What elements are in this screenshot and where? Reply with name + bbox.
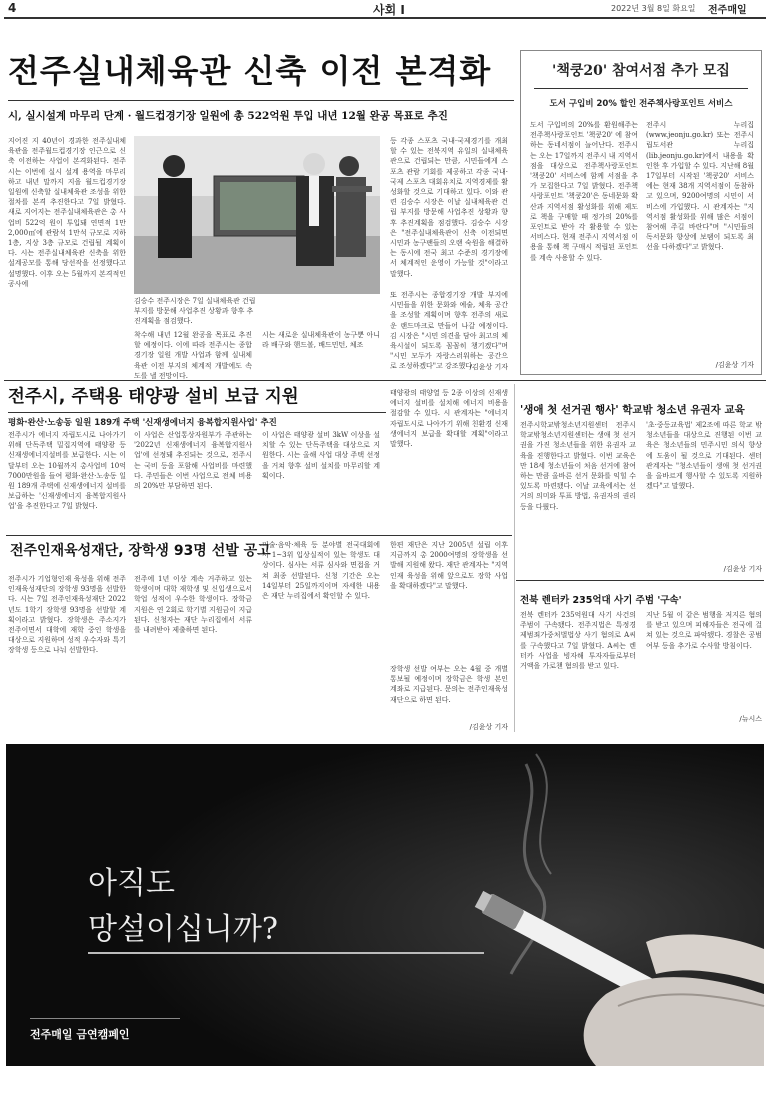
lead-byline: /김윤상 기자 bbox=[469, 363, 508, 371]
lead-rule bbox=[8, 100, 514, 101]
book-point-column-1: 도서 구입비의 20%를 환원해주는 전주책사랑포인트 '책쿵20' 에 참여하는 동네서점이 늘어난다. 전주시는 오는 17일까지 전주시 내 지역서점을 대상으로 전주책사랑포인트 '책쿵20' 서비스에 함께 서점을 추가 모집한다고 7일 밝혔다. 전주책사랑포인트 '책쿵20'은 동네문화 확산과 지역서점 활성화를 위해 제도로 책을 구매할 때 정가의 20%를 포인트로 받아 각 활용할 수 있는 서비스다. 현재 전주시 지역서점 이용을 통해 책 구매시 적립된 포인트를 계속 사용할 수 있다. bbox=[530, 121, 638, 262]
scholarship-column-4: 한편 재단은 지난 2005년 설립 이후 지금까지 총 2000여명의 장학생을 선발해 지원해 왔다. 재단 관계자는 "지역 인재 육성을 위해 앞으로도 장학 사업을 확대하겠다"고 말했다. bbox=[390, 541, 508, 590]
column-divider bbox=[514, 384, 515, 732]
solar-column-4: 태양광의 태양열 등 2종 이상의 신재생에너지 설비를 설치해 에너지 비용을 절감할 수 있다. 시 관계자는 "에너지 자립도시로 나아가기 위해 친환경 신재생에너지 보급을 확대할 계획"이라고 말했다. bbox=[390, 389, 508, 449]
lead-subheadline: 시, 실시설계 마무리 단계 · 월드컵경기장 일원에 총 522억원 투입 내년 12월 완공 목표로 추진 bbox=[8, 110, 448, 122]
solar-column-3: 이 사업은 태양광 설비 3kW 이상을 설치할 수 있는 단독주택을 대상으로 지원한다. 시는 올해 사업 대상 주택 선정을 거쳐 향후 설비 설치를 마무리할 계획이다. bbox=[262, 431, 380, 480]
lead-column-1: 지어진 지 40년이 경과한 전주실내체육관을 전주월드컵경기장 인근으로 신축 이전하는 사업이 본격화된다. 전주시는 이번에 실시 설계 용역을 마무리하고 내년 말까지 지을 월드컵경기장 일원에 신축할 실내체육관 조성을 위한 절차를 본격 추진한다고 7일 밝혔다. 새로 지어지는 전주실내체육관은 총 사업비 522억 원이 투입돼 연면적 1만2,000㎡에 관람석 1만석 규모로 지하 1층, 지상 3층 규모로 건립될 계획이다. 시는 전주실내체육관 신축을 위한 설계공모를 통해 당선작을 선정했다고 설명했다. 이후 오는 5월까지 본격적인 공사에 bbox=[8, 137, 126, 288]
lead-photo bbox=[134, 136, 380, 294]
lead-photo-caption: 김승수 전주시장은 7일 실내체육관 건립 부지를 방문해 사업추진 상황과 향후 추진계획을 점검했다. bbox=[134, 297, 256, 325]
lead-column-5: 또 전주시는 종합경기장 개발 부지에 시민들을 위한 문화와 예술, 체육 공간을 조성할 계획이며 향후 전주의 새로운 랜드마크로 만들어 나갈 예정이다. 김 시장은 "시민 의견을 담아 최고의 체육시설이 되도록 꼼꼼히 챙기겠다"며 "시민 모두가 자랑스러워하는 공간으로 조성하겠다"고 강조했다. bbox=[390, 291, 508, 371]
rental-rule bbox=[516, 580, 764, 581]
section-divider-1 bbox=[4, 380, 766, 381]
page-header bbox=[6, 0, 764, 16]
book-point-byline: /김윤상 기자 bbox=[715, 361, 754, 369]
issue-date: 2022년 3월 8일 화요일 bbox=[611, 4, 696, 13]
ad-headline-line-1: 아직도 bbox=[88, 866, 175, 901]
lead-column-3: 시는 새로운 실내체육관이 농구뿐 아니라 배구와 핸드볼, 배드민턴, 체조 bbox=[262, 331, 380, 350]
solar-column-1: 전주시가 에너지 자립도시로 나아가기 위해 단독주택 밀집지역에 태양광 등 신재생에너지설비를 보급한다. 시는 이달부터 오는 10월까지 총사업비 10억7000만원을 들여 평화·완산·노송동 일원 189개 주택에 신재생에너지 설비를 보급하는 '신재생에너지 융복합지원사업'을 추진한다고 7일 밝혔다. bbox=[8, 431, 126, 511]
scholarship-column-5: 장학생 선발 여부는 오는 4월 중 개별 통보될 예정이며 장학금은 학생 본인 계좌로 지급된다. 문의는 전주인재육성재단으로 하면 된다. bbox=[390, 665, 508, 704]
page-number: 4 bbox=[8, 1, 17, 15]
rental-headline: 전북 렌터카 235억대 사기 주범 '구속' bbox=[520, 595, 682, 606]
scholarship-column-2: 전주에 1년 이상 계속 거주하고 있는 학생이며 대학 재학생 및 신입생으로서 학업 성적이 우수한 학생이다. 장학금 지원은 연 2회로 학기별 지원금이 지급된다. 신청자는 재단 누리집에서 서류를 내려받아 제출하면 된다. bbox=[134, 575, 252, 635]
ad-headline-line-2: 망설이십니까? bbox=[88, 912, 278, 947]
publication-name: 전주매일 bbox=[708, 5, 747, 16]
solar-rule bbox=[8, 412, 386, 413]
scholarship-column-3: 미술·음악·체육 등 분야별 전국대회에서 1~3위 입상실적이 있는 학생도 대상이다. 심사는 서류 심사와 면접을 거쳐 최종 선발된다. 신청 기간은 오는 14일부터 25일까지이며 자세한 내용은 재단 누리집에서 확인할 수 있다. bbox=[262, 541, 380, 601]
youth-column-1: 전주시학교밖청소년지원센터 전주시학교밖청소년지원센터는 생애 첫 선거권을 가진 청소년들을 위한 유권자 교육을 진행한다고 밝혔다. 이번 교육은 만 18세 청소년들이 처음 선거에 참여하는 만큼 올바른 선거 문화를 익힐 수 있도록 마련됐다. 이날 교육에서는 선거의 의미와 투표 방법, 유권자의 권리 등을 다뤘다. bbox=[520, 421, 636, 511]
header-rule bbox=[4, 17, 766, 19]
rental-column-2: 지난 5월 이 같은 범행을 저지른 혐의를 받고 있으며 피해자들은 전국에 걸쳐 있는 것으로 파악됐다. 경찰은 공범 여부 등을 추가로 수사할 방침이다. bbox=[646, 611, 762, 650]
scholarship-byline: /김윤상 기자 bbox=[469, 723, 508, 731]
solar-headline: 전주시, 주택용 태양광 설비 보급 지원 bbox=[8, 387, 299, 407]
ad-underline bbox=[88, 952, 484, 954]
book-point-headline: '책쿵20' 참여서점 추가 모집 bbox=[552, 63, 730, 79]
book-point-column-2: 전주시 누리집(www.jeonju.go.kr) 또는 전주시립도서관 누리집 (lib.jeonju.go.kr)에서 내용을 확인한 후 가입할 수 있다. 지난해 8월 17일부터 시작된 '책쿵20' 서비스에는 현재 38개 지역서점이 동참하고 있으며, 9200여명의 시민이 서비스에 가입했다. 시 관계자는 "지역서점 활성화를 위해 많은 서점이 참여해 주길 바란다"며 "시민들의 독서문화 향상에 보탬이 되도록 최선을 다하겠다"고 밝혔다. bbox=[646, 121, 754, 252]
rental-byline: /뉴시스 bbox=[739, 715, 762, 723]
lead-headline: 전주실내체육관 신축 이전 본격화 bbox=[8, 52, 492, 90]
solar-subheadline: 평화·완산·노송동 일원 189개 주택 '신재생에너지 융복합지원사업' 추진 bbox=[8, 418, 277, 428]
officials-inspection-photo bbox=[134, 136, 380, 294]
book-point-rule bbox=[534, 88, 748, 89]
youth-column-2: '초·중등교육법' 제2조에 따른 학교 밖 청소년들을 대상으로 진행된 이번 교육은 청소년들의 민주시민 의식 향상에 도움이 될 것으로 기대된다. 센터 관계자는 "청소년들이 생애 첫 선거권을 올바르게 행사할 수 있도록 지원하겠다"고 말했다. bbox=[646, 421, 762, 491]
youth-headline: '생애 첫 선거권 행사' 학교밖 청소년 유권자 교육 bbox=[520, 404, 745, 416]
solar-column-2: 이 사업은 산업통상자원부가 주관하는 '2022년 신재생에너지 융복합지원사업'에 선정돼 추진되는 것으로, 전주시는 국비 등을 포함해 사업비를 마련했다. 주민들은 이번 사업으로 전체 비용의 20%만 부담하면 된다. bbox=[134, 431, 252, 491]
lead-column-4: 등 각종 스포츠 국내·국제경기를 개최할 수 있는 전북지역 유일의 실내체육관으로 건립되는 만큼, 시민들에게 스포츠 관람 기회를 제공하고 각종 국내·국제 스포츠 대회유치로 지역경제를 활성화할 것으로 기대하고 있다. 이와 관련 김승수 시장은 이날 실내체육관 건립 부지를 방문해 사업추진 상황과 향후 추진계획을 점검했다. 김승수 시장은 "전주실내체육관이 신축 이전되면 시민과 농구팬들의 오랜 숙원을 해결하는 동시에 전국 최고 수준의 경기장에서 체계적인 운영이 가능할 것"이라고 말했다. bbox=[390, 137, 508, 278]
section-divider-2 bbox=[6, 535, 512, 536]
section-label: 사회 I bbox=[373, 3, 405, 17]
ad-campaign-label: 전주매일 금연캠페인 bbox=[30, 1028, 130, 1041]
scholarship-column-1: 전주시가 기업형인재 육성을 위해 전주인재육성재단의 장학생 93명을 선발한다. 시는 7일 전주인재육성재단 2022년도 1학기 장학생 93명을 선발할 계획이라고 밝혔다. 장학생은 주소지가 전주이면서 대학에 재학 중인 학생을 대상으로 지원하며 성적 우수자와 특기 장학생 등으로 나눠 선발한다. bbox=[8, 575, 126, 655]
rental-column-1: 전북 렌터카 235억원대 사기 사건의 주범이 구속됐다. 전주지법은 특정경제범죄가중처벌법상 사기 혐의로 A씨를 구속했다고 7일 밝혔다. A씨는 렌터카 사업을 빙자해 투자자들로부터 거액을 가로챈 혐의를 받고 있다. bbox=[520, 611, 636, 671]
scholarship-headline: 전주인재육성재단, 장학생 93명 선발 공고 bbox=[10, 543, 271, 559]
lead-column-2: 착수해 내년 12월 완공을 목표로 추진할 예정이다. 이에 따라 전주시는 종합경기장 일원 개발 사업과 함께 실내체육관 이전 부지의 체계적 개발에도 속도를 낼 전망이다. bbox=[134, 331, 252, 380]
book-point-subheadline: 도서 구입비 20% 할인 전주책사랑포인트 서비스 bbox=[549, 99, 733, 109]
youth-byline: /김윤상 기자 bbox=[723, 565, 762, 573]
ad-footer-rule bbox=[30, 1018, 180, 1019]
